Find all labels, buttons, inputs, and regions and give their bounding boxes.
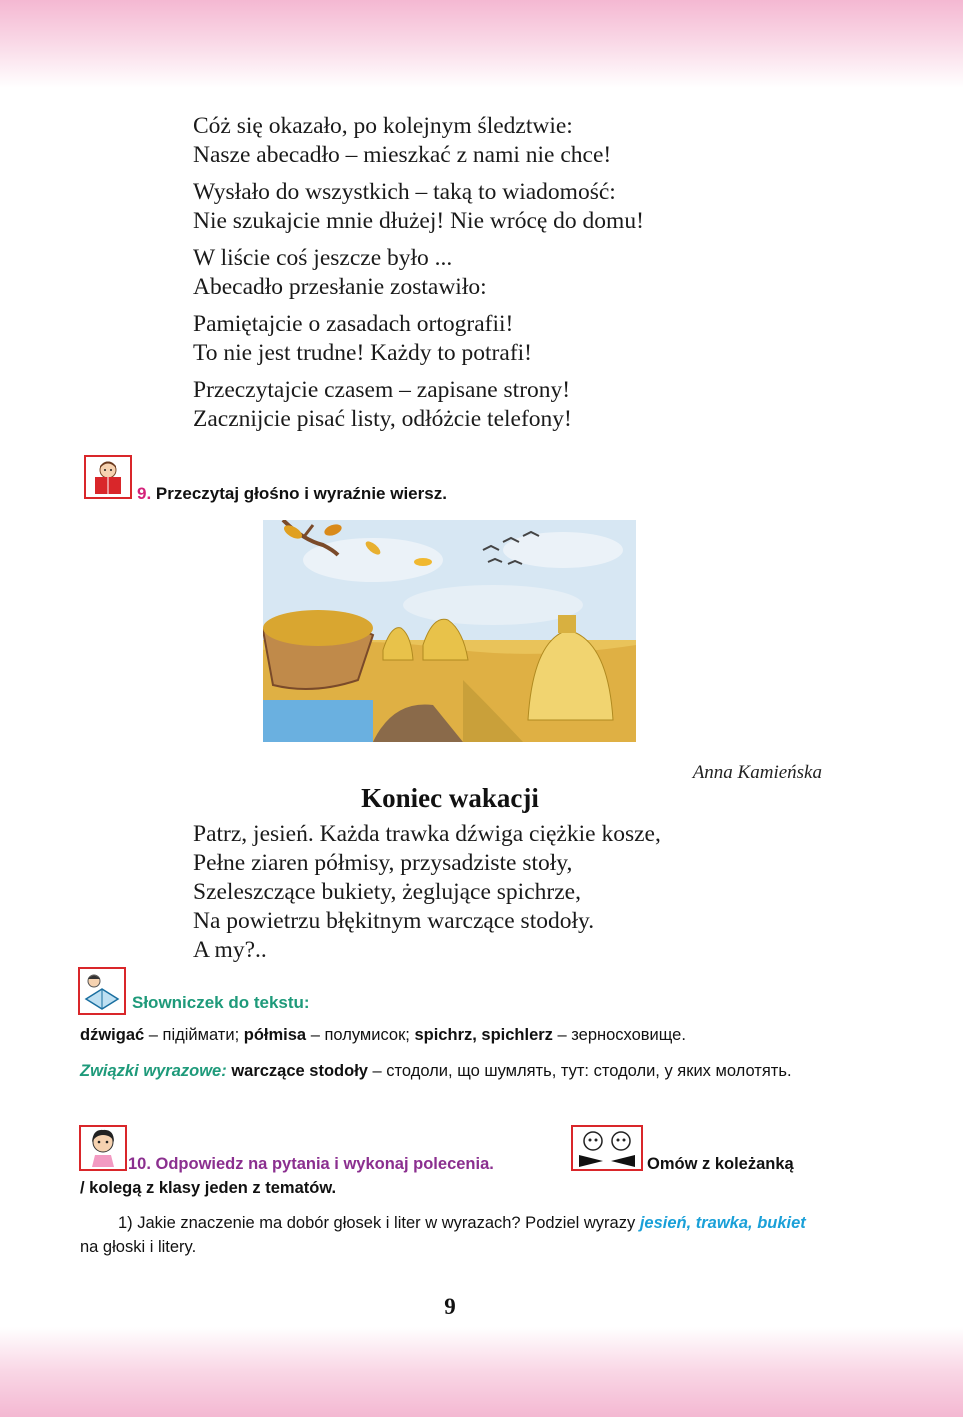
phrase-term: warczące stodoły: [231, 1062, 368, 1080]
poem-top: [193, 112, 833, 434]
stanza: [193, 244, 833, 302]
vocab-word: półmisa: [243, 1026, 307, 1044]
poem-line: W liście coś jeszcze było ...: [193, 245, 453, 271]
phrase-meaning: – стодоли, що шумлять, тут: стодоли, у яких молотять.: [367, 1062, 792, 1080]
page-footer-band: [0, 1327, 963, 1417]
word-phrases: [80, 1059, 823, 1083]
poem-line: A my?..: [193, 937, 267, 963]
question-text-end: na głoski i litery.: [80, 1238, 197, 1256]
autumn-harvest-illustration: [263, 520, 636, 742]
question-text: 1) Jakie znaczenie ma dobór głosek i liter w wyrazach? Podziel wyrazy: [118, 1214, 640, 1232]
vocab-translation: – зерносховище.: [552, 1026, 686, 1044]
poem-line: Przeczytajcie czasem – zapisane strony!: [193, 377, 571, 403]
dictionary-icon: [78, 967, 126, 1015]
task-10-instruction: 10. Odpowiedz na pytania i wykonaj polecenia.: [128, 1155, 494, 1173]
task-number: 9.: [137, 484, 152, 503]
vocab-translation: – підіймати;: [144, 1026, 244, 1044]
pair-task-line2: [80, 1176, 823, 1200]
question-highlight: jesień, trawka, bukiet: [639, 1214, 806, 1232]
poem-line: Nasze abecadło – mieszkać z nami nie chce!: [193, 142, 612, 168]
poem-line: Nie szukajcie mnie dłużej! Nie wrócę do domu!: [193, 208, 644, 234]
poem-line: Cóż się okazało, po kolejnym śledztwie:: [193, 113, 573, 139]
page-header-band: [0, 0, 963, 88]
poem-line: Pamiętajcie o zasadach ortografii!: [193, 311, 514, 337]
task-instruction: Przeczytaj głośno i wyraźnie wiersz.: [155, 484, 447, 503]
stanza: [193, 112, 833, 170]
poem-line: Patrz, jesień. Każda trawka dźwiga ciężkie kosze,: [193, 821, 661, 847]
vocab-word: spichrz, spichlerz: [414, 1026, 553, 1044]
poem-line: Szeleszczące bukiety, żeglujące spichrze,: [193, 879, 581, 905]
question-1: [80, 1211, 823, 1259]
page-number: 9: [444, 1294, 456, 1319]
poem-author: Anna Kamieńska: [692, 762, 822, 783]
reading-child-icon: [84, 455, 132, 499]
poem-line: To nie jest trudne! Każdy to potrafi!: [193, 340, 532, 366]
poem-line: Abecadło przesłanie zostawiło:: [193, 274, 487, 300]
stanza: [193, 310, 833, 368]
task-9-heading: [137, 484, 447, 504]
pair-task-text: Omów z koleżanką: [647, 1155, 794, 1173]
stanza: [193, 376, 833, 434]
poem-title: Koniec wakacji: [361, 783, 539, 813]
vocabulary-heading: Słowniczek do tekstu:: [132, 993, 310, 1012]
vocab-word: dźwigać: [80, 1026, 145, 1044]
poem-line: Pełne ziaren półmisy, przysadziste stoły,: [193, 850, 573, 876]
vocab-translation: – полумисок;: [306, 1026, 415, 1044]
pair-task-line1: [647, 1152, 827, 1176]
poem-line: Na powietrzu błękitnym warczące stodoły.: [193, 908, 595, 934]
poem-line: Zacznijcie pisać listy, odłóżcie telefony!: [193, 406, 572, 432]
phrases-label: Związki wyrazowe:: [80, 1062, 227, 1080]
poem-line: Wysłało do wszystkich – taką to wiadomość:: [193, 179, 616, 205]
vocabulary-entries: [80, 1023, 823, 1047]
stanza: [193, 178, 833, 236]
poem-koniec-wakacji: [193, 820, 833, 965]
pair-task-text-cont: / kolegą z klasy jeden z tematów.: [80, 1179, 337, 1197]
